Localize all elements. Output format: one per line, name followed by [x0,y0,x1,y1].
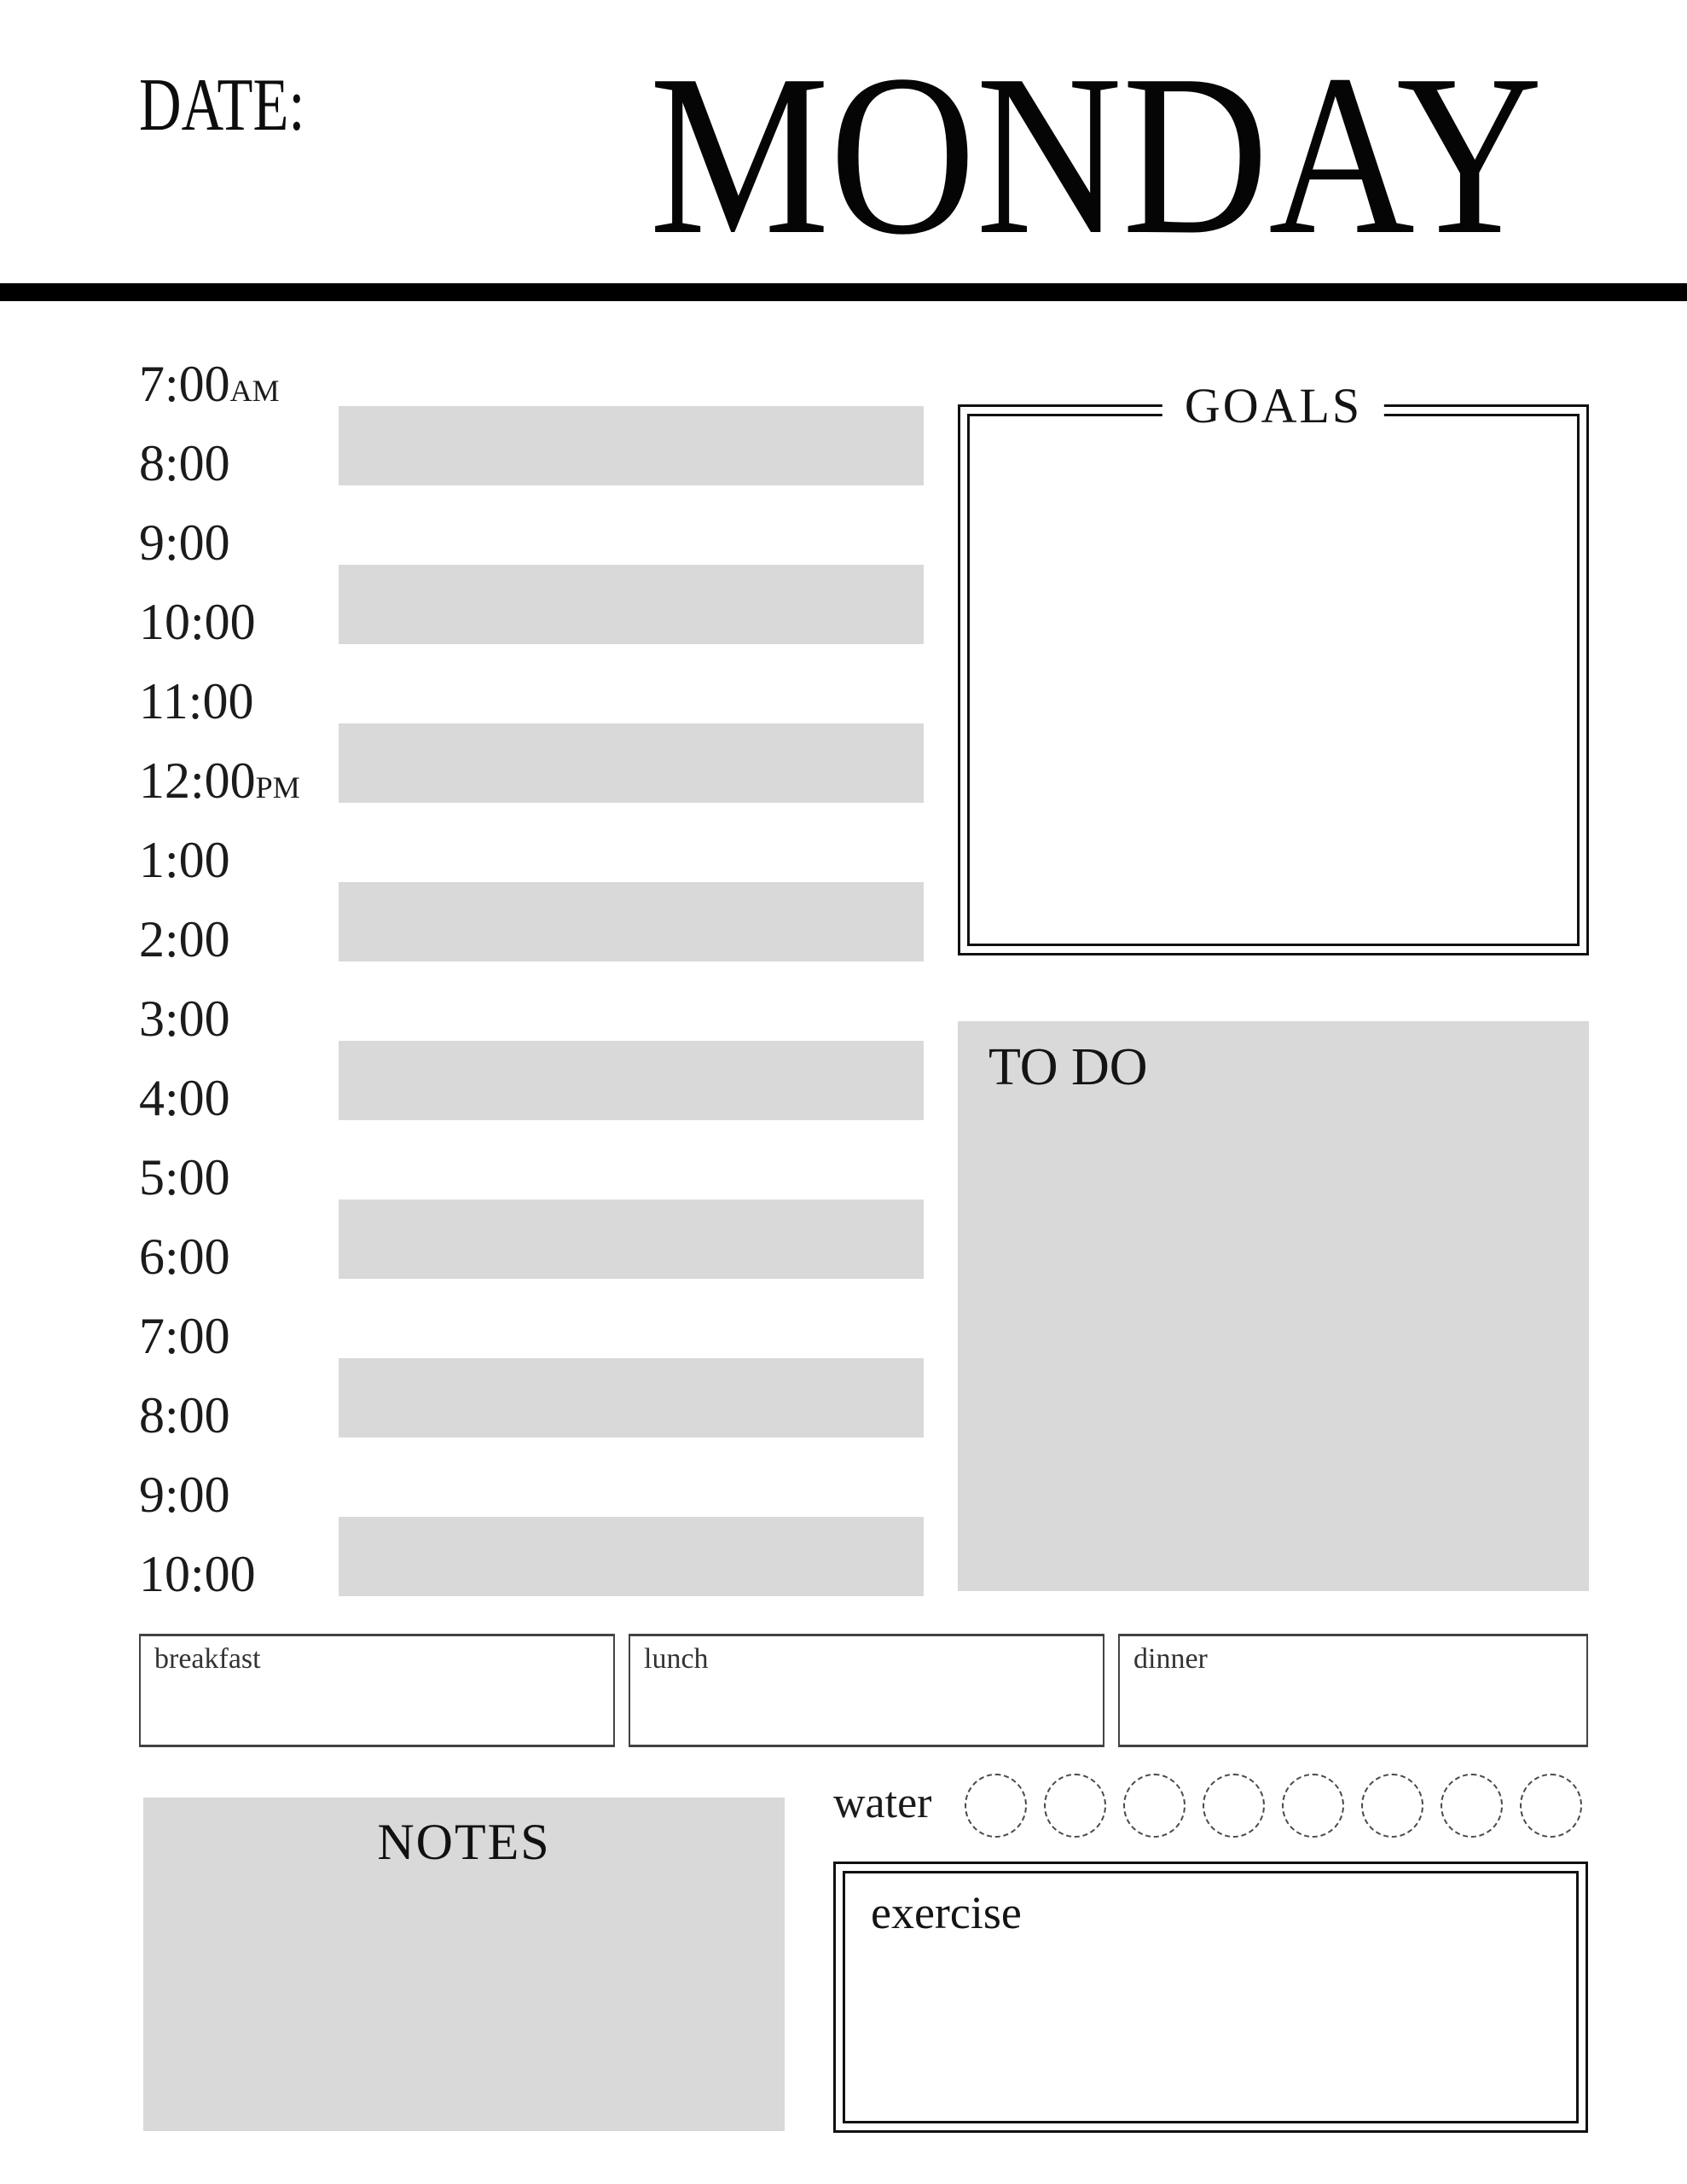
schedule-row [0,485,958,571]
dinner-box[interactable] [1118,1634,1588,1747]
time-value: 7:00 [139,1308,230,1364]
water-glass-circle[interactable] [1282,1774,1344,1838]
time-label [139,1310,230,1362]
time-label [139,1228,230,1285]
time-label [139,514,230,571]
schedule-row [0,1041,958,1126]
day-title: MONDAY [649,27,1543,282]
time-label [139,1149,230,1205]
goals-inner-border [967,414,1580,946]
time-slot-field[interactable] [339,1199,924,1279]
water-tracker [965,1774,1582,1838]
time-slot-field[interactable] [339,1041,924,1120]
schedule-row [0,723,958,809]
time-label [139,358,280,410]
time-slot-field[interactable] [339,1358,924,1438]
dinner-label: dinner [1133,1643,1208,1675]
time-value: 10:00 [139,1546,256,1602]
schedule-row [0,1438,958,1523]
schedule-row [0,644,958,729]
time-slot-field[interactable] [339,882,924,961]
schedule-row [0,803,958,888]
lunch-label: lunch [644,1643,709,1675]
time-label [139,673,254,729]
time-value: 5:00 [139,1149,230,1205]
schedule-row [0,1358,958,1443]
date-label: DATE: [139,64,305,147]
time-value: 7:00 [139,356,230,412]
time-value: 1:00 [139,832,230,888]
time-slot-field[interactable] [339,406,924,485]
goals-title: GOALS [1162,379,1384,433]
time-label [139,435,230,491]
meridiem-label: AM [229,374,280,408]
schedule-row [0,1517,958,1602]
schedule-row [0,565,958,650]
time-value: 3:00 [139,990,230,1047]
water-glass-circle[interactable] [1123,1774,1186,1838]
water-glass-circle[interactable] [1361,1774,1423,1838]
todo-title: TO DO [988,1038,1148,1096]
time-slot-field[interactable] [339,1517,924,1596]
schedule-list [0,327,958,1602]
exercise-label: exercise [871,1887,1022,1938]
time-label [139,1387,230,1443]
time-label [139,1467,230,1523]
todo-box[interactable] [958,1021,1589,1591]
schedule-row [0,961,958,1047]
time-value: 8:00 [139,435,230,491]
notes-box[interactable] [143,1798,785,2131]
header-divider [0,283,1687,301]
time-label [139,1548,256,1600]
time-label [139,911,230,967]
schedule-row [0,406,958,491]
water-glass-circle[interactable] [1441,1774,1503,1838]
time-value: 9:00 [139,514,230,571]
goals-box[interactable] [958,378,1589,956]
water-glass-circle[interactable] [1520,1774,1582,1838]
time-value: 2:00 [139,911,230,967]
notes-title: NOTES [377,1814,551,1870]
time-label [139,596,256,648]
time-value: 9:00 [139,1467,230,1523]
schedule-row [0,1199,958,1285]
exercise-inner-border [843,1871,1579,2123]
schedule-row [0,1120,958,1205]
water-glass-circle[interactable] [1044,1774,1106,1838]
time-value: 8:00 [139,1387,230,1443]
time-value: 4:00 [139,1070,230,1126]
time-label [139,1072,230,1124]
time-label [139,834,230,886]
water-glass-circle[interactable] [965,1774,1027,1838]
water-label: water [833,1779,932,1827]
schedule-row [0,1279,958,1364]
exercise-box[interactable] [833,1862,1588,2133]
schedule-row [0,882,958,967]
water-glass-circle[interactable] [1203,1774,1265,1838]
breakfast-box[interactable] [139,1634,615,1747]
time-value: 10:00 [139,594,256,650]
lunch-box[interactable] [629,1634,1104,1747]
time-value: 12:00 [139,752,256,809]
time-slot-field[interactable] [339,565,924,644]
meridiem-label: PM [255,770,300,804]
time-value: 11:00 [139,673,254,729]
time-label [139,990,230,1047]
schedule-row [0,327,958,412]
time-label [139,752,300,809]
time-value: 6:00 [139,1228,230,1285]
breakfast-label: breakfast [154,1643,261,1675]
time-slot-field[interactable] [339,723,924,803]
